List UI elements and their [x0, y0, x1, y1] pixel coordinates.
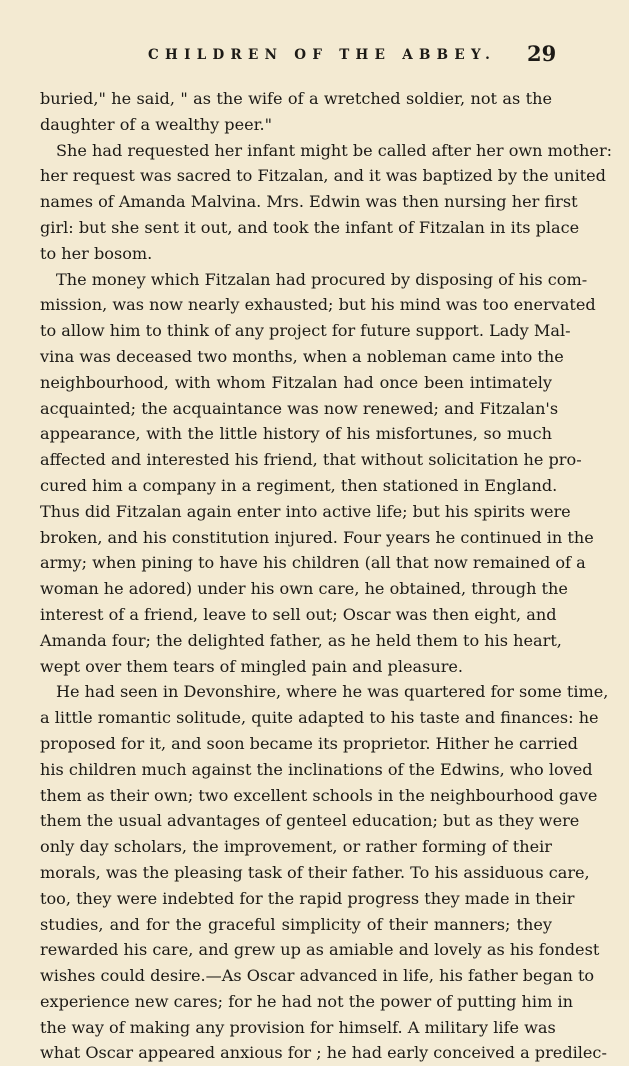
text-line: studies, and for the graceful simplicity of their manners; they [40, 914, 552, 934]
text-line: too, they were indebted for the rapid progress they made in their [40, 888, 575, 908]
text-line: appearance, with the little history of his misfortunes, so much [40, 424, 552, 444]
text-line: affected and interested his friend, that without solicitation he pro- [40, 450, 582, 470]
text-line: She had requested her infant might be called after her own mother: [56, 140, 613, 160]
text-line: names of Amanda Malvina. Mrs. Edwin was then nursing her first [40, 192, 578, 212]
text-line: her request was sacred to Fitzalan, and it was baptized by the united [40, 166, 606, 186]
text-line: girl: but she sent it out, and took the infant of Fitzalan in its place [40, 217, 580, 237]
text-line: neighbourhood, with whom Fitzalan had once been intimately [40, 372, 552, 392]
text-line: The money which Fitzalan had procured by disposing of his com- [56, 269, 588, 289]
text-line: mission, was now nearly exhausted; but his mind was too enervated [40, 295, 596, 315]
text-line: vina was deceased two months, when a nobleman came into the [40, 346, 564, 366]
text-line: broken, and his constitution injured. Four years he continued in the [40, 527, 594, 547]
text-line: them as their own; two excellent schools in the neighbourhood gave [40, 785, 598, 805]
text-line: army; when pining to have his children (all that now remained of a [40, 553, 586, 573]
page-number: 29 [527, 41, 557, 66]
text-line: interest of a friend, leave to sell out; Oscar was then eight, and [40, 604, 557, 624]
text-line: rewarded his care, and grew up as amiable and lovely as his fondest [40, 940, 600, 960]
text-line: Amanda four; the delighted father, as he held them to his heart, [40, 630, 562, 650]
text-line: daughter of a wealthy peer." [40, 114, 273, 134]
body-text [40, 86, 613, 1066]
text-line: He had seen in Devonshire, where he was quartered for some time, [56, 682, 609, 702]
text-line: them the usual advantages of genteel education; but as they were [40, 811, 580, 831]
text-line: woman he adored) under his own care, he obtained, through the [40, 579, 568, 599]
text-line: a little romantic solitude, quite adapted to his taste and finances: he [40, 708, 599, 728]
text-line: acquainted; the acquaintance was now renewed; and Fitzalan's [40, 398, 559, 418]
text-line: wishes could desire.—As Oscar advanced in life, his father began to [40, 966, 595, 986]
text-line: his children much against the inclinations of the Edwins, who loved [40, 759, 593, 779]
text-line: Thus did Fitzalan again enter into active life; but his spirits were [40, 501, 571, 521]
running-head: CHILDREN OF THE ABBEY. [148, 47, 497, 63]
text-line: cured him a company in a regiment, then stationed in England. [40, 475, 558, 495]
text-line: wept over them tears of mingled pain and pleasure. [40, 656, 464, 676]
text-line: the way of making any provision for himself. A military life was [40, 1017, 556, 1037]
text-line: proposed for it, and soon became its proprietor. Hither he carried [40, 733, 578, 753]
text-line: experience new cares; for he had not the power of putting him in [40, 991, 573, 1011]
text-line: to her bosom. [40, 243, 153, 263]
text-line: morals, was the pleasing task of their father. To his assiduous care, [40, 862, 590, 882]
paragraph [40, 86, 552, 138]
text-line: buried," he said, " as the wife of a wretched soldier, not as the [40, 89, 552, 108]
text-line: what Oscar appeared anxious for ; he had early conceived a predilec- [40, 1043, 607, 1063]
paragraph [40, 267, 596, 680]
paragraph [40, 679, 609, 1066]
text-line: only day scholars, the improvement, or rather forming of their [40, 837, 552, 857]
paragraph [40, 138, 613, 267]
text-line: to allow him to think of any project for future support. Lady Mal- [40, 321, 571, 341]
